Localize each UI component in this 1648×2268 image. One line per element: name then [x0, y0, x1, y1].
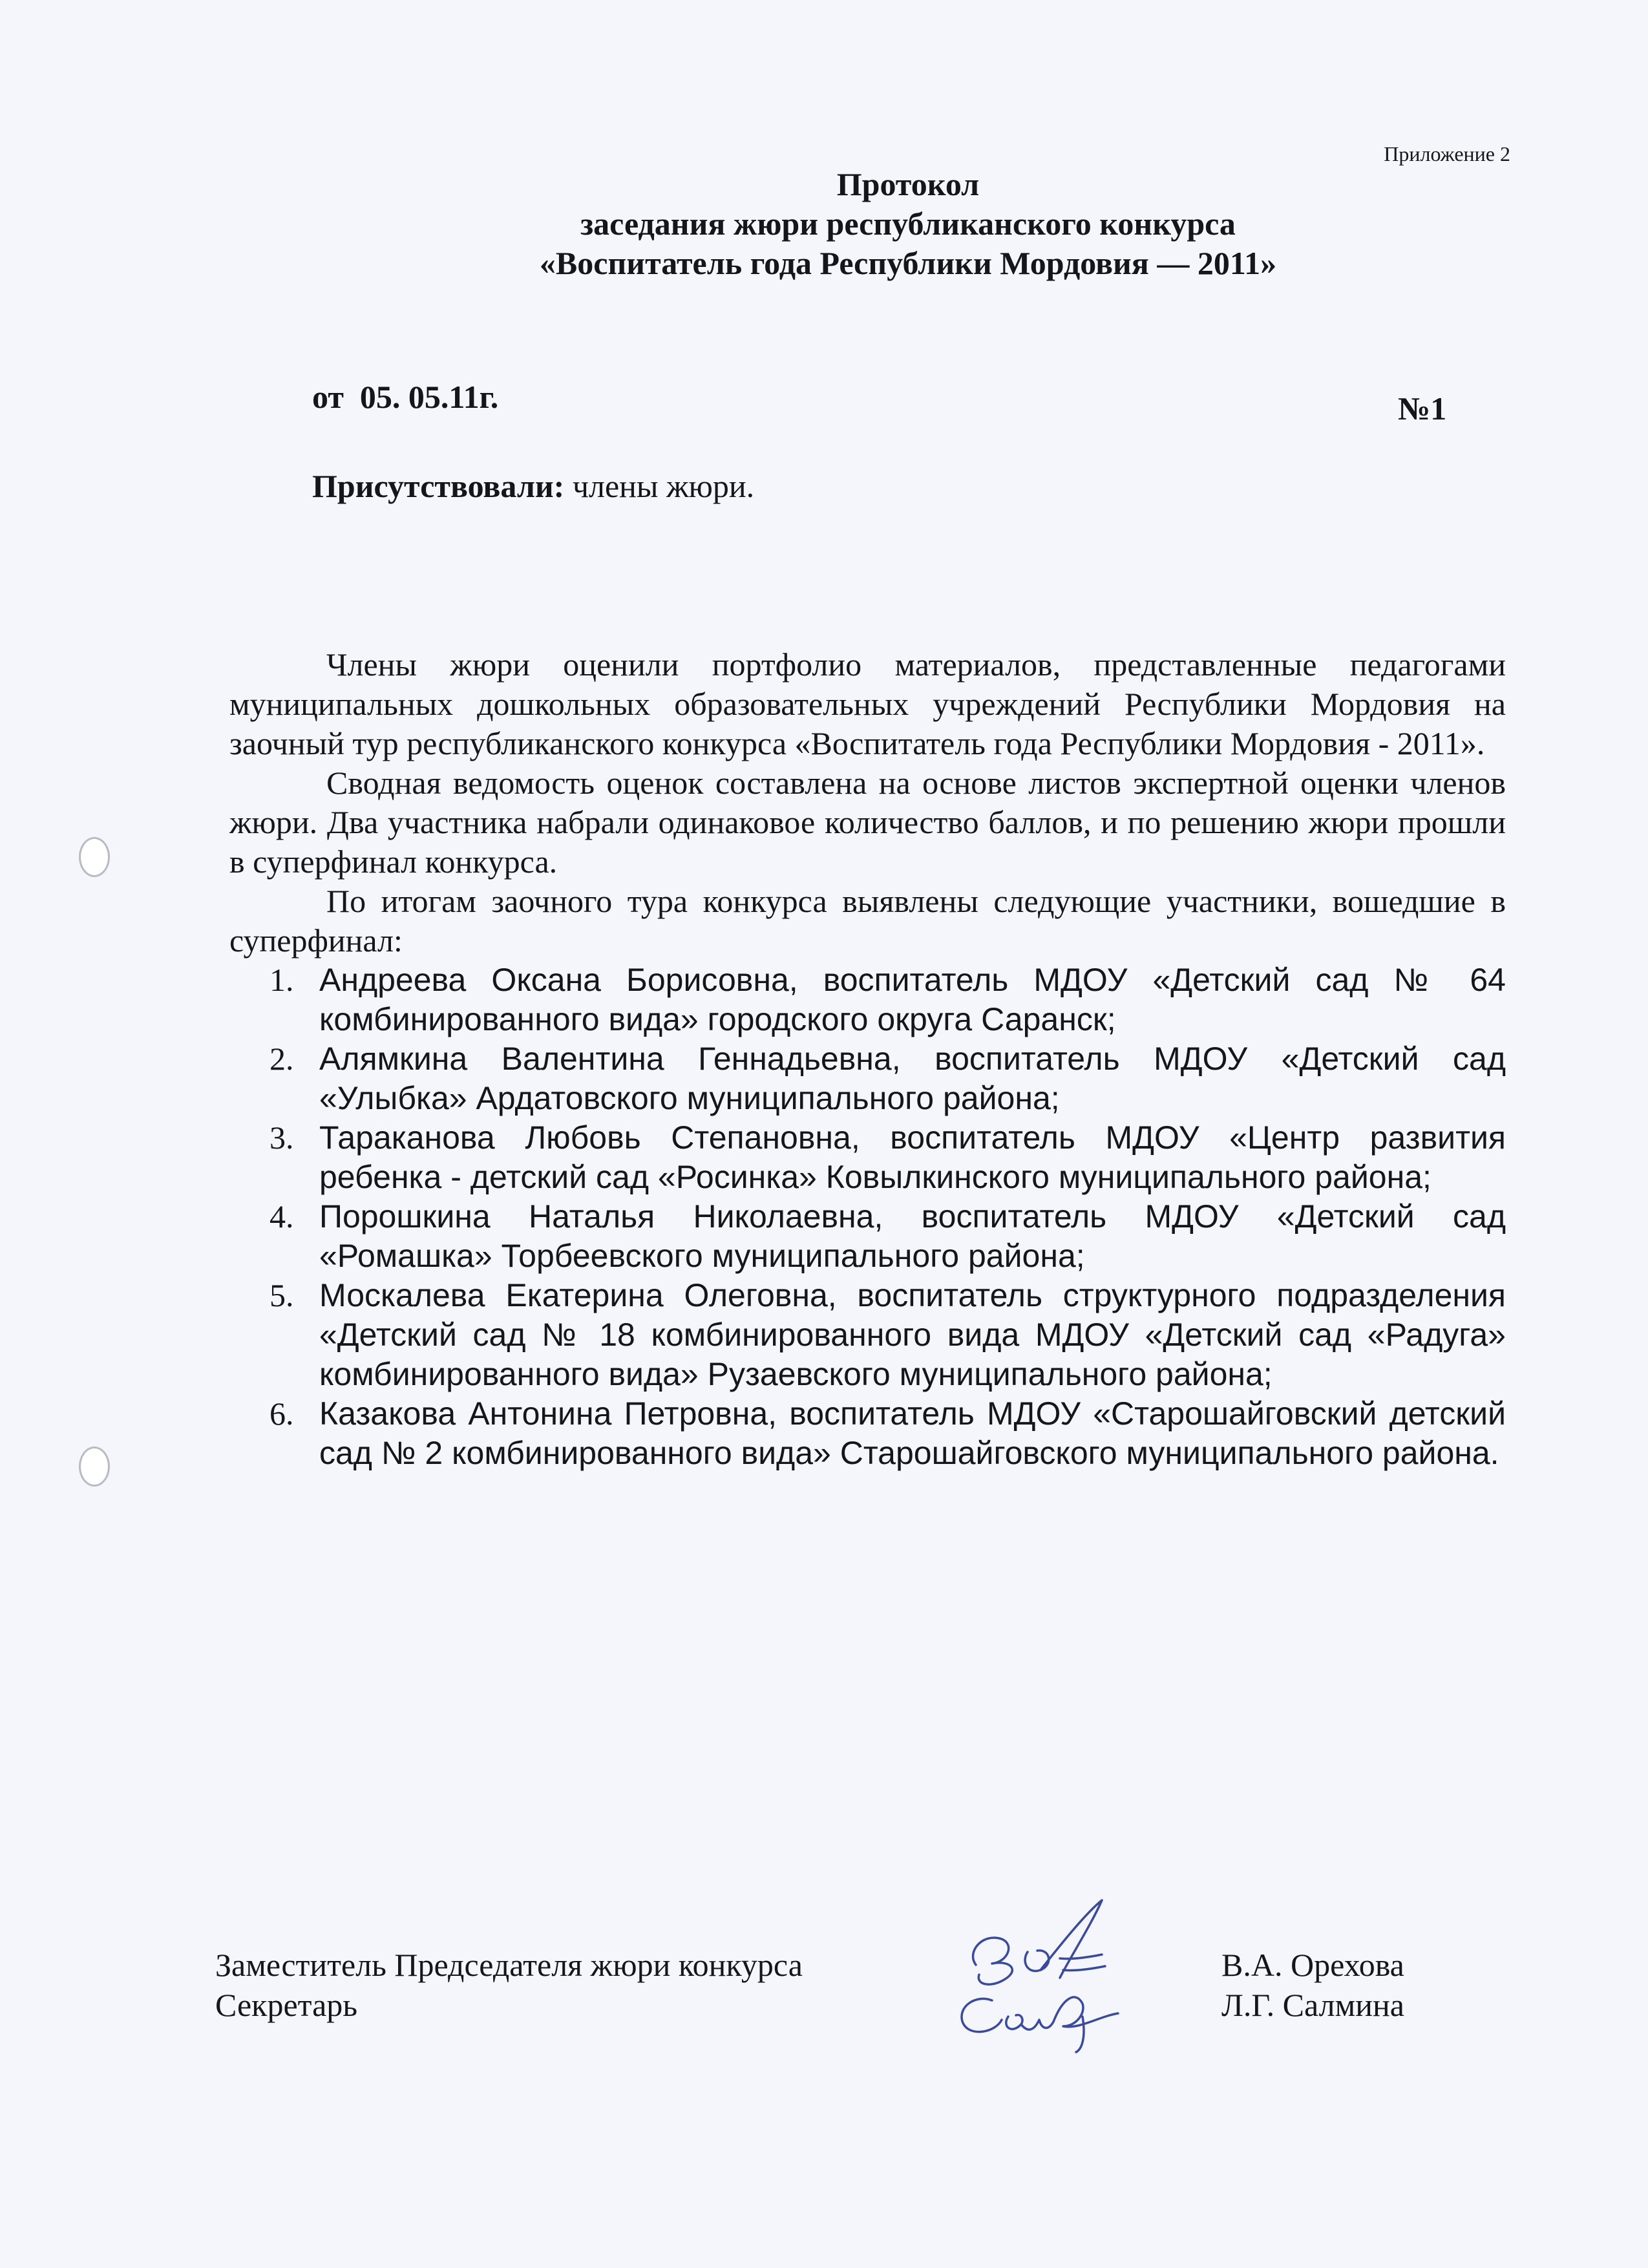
attendance-label: Присутствовали: [312, 468, 565, 504]
protocol-body [229, 645, 1506, 1473]
list-item-text: Андреева Оксана Борисовна, воспитатель МДОУ «Детский сад № 64 комбинированного вида» городского округа Саранск; [319, 962, 1506, 1037]
paragraph-summary: Сводная ведомость оценок составлена на основе листов экспертной оценки членов жюри. Два участника набрали одинаковое количество баллов, и по решению жюри прошли в суперфинал конкурса. [229, 765, 1506, 880]
title-line-3: «Воспитатель года Республики Мордовия — 2011» [539, 245, 1277, 281]
list-item-number: 2. [269, 1041, 294, 1077]
signer-name-deputy-chair: В.А. Орехова [1221, 1947, 1404, 1983]
list-item-number: 6. [269, 1395, 294, 1432]
list-item-number: 4. [269, 1198, 294, 1235]
signer-role-secretary: Секретарь [215, 1987, 358, 2023]
paragraph-results: По итогам заочного тура конкурса выявлены следующие участники, вошедшие в суперфинал: [229, 883, 1506, 959]
appendix-label: Приложение 2 [1384, 142, 1510, 165]
list-item [229, 1118, 1506, 1197]
signer-name-secretary: Л.Г. Салмина [1221, 1987, 1404, 2023]
handwritten-signatures [931, 1887, 1144, 2055]
attendance-line [312, 467, 754, 505]
list-item [229, 1276, 1506, 1394]
paragraph-evaluation: Члены жюри оценили портфолио материалов, представленные педагогами муниципальных дошкольных образовательных учреждений Республики Мордовия на заочный тур республиканского конкурса «Воспитатель года Республики Мордовия - 2011». [229, 646, 1506, 761]
list-item-number: 3. [269, 1119, 294, 1156]
punch-hole-top [79, 837, 110, 877]
list-item-text: Москалева Екатерина Олеговна, воспитатель структурного подразделения «Детский сад № 18 комбинированного вида МДОУ «Детский сад «Радуга» комбинированного вида» Рузаевского муниципального района; [319, 1277, 1506, 1392]
punch-hole-bottom [79, 1447, 110, 1487]
list-item-text: Алямкина Валентина Геннадьевна, воспитатель МДОУ «Детский сад «Улыбка» Ардатовского муниципального района; [319, 1041, 1506, 1116]
list-item-text: Казакова Антонина Петровна, воспитатель МДОУ «Старошайговский детский сад № 2 комбинированного вида» Старошайговского муниципального района. [319, 1395, 1506, 1471]
title-line-2: заседания жюри республиканского конкурса [580, 206, 1236, 242]
protocol-date: от 05. 05.11г. [312, 379, 499, 415]
protocol-number: №1 [1398, 390, 1447, 427]
attendance-value: члены жюри. [564, 468, 755, 504]
document-title [0, 165, 1648, 283]
list-item [229, 960, 1506, 1039]
list-item-number: 5. [269, 1277, 294, 1313]
list-item-number: 1. [269, 962, 294, 998]
participants-list [229, 960, 1506, 1473]
list-item-text: Тараканова Любовь Степановна, воспитатель МДОУ «Центр развития ребенка - детский сад «Росинка» Ковылкинского муниципального района; [319, 1119, 1506, 1195]
list-item [229, 1394, 1506, 1473]
list-item-text: Порошкина Наталья Николаевна, воспитатель МДОУ «Детский сад «Ромашка» Торбеевского муниципального района; [319, 1198, 1506, 1274]
list-item [229, 1197, 1506, 1276]
signer-role-deputy-chair: Заместитель Председателя жюри конкурса [215, 1947, 803, 1983]
title-line-1: Протокол [836, 166, 980, 202]
list-item [229, 1039, 1506, 1118]
